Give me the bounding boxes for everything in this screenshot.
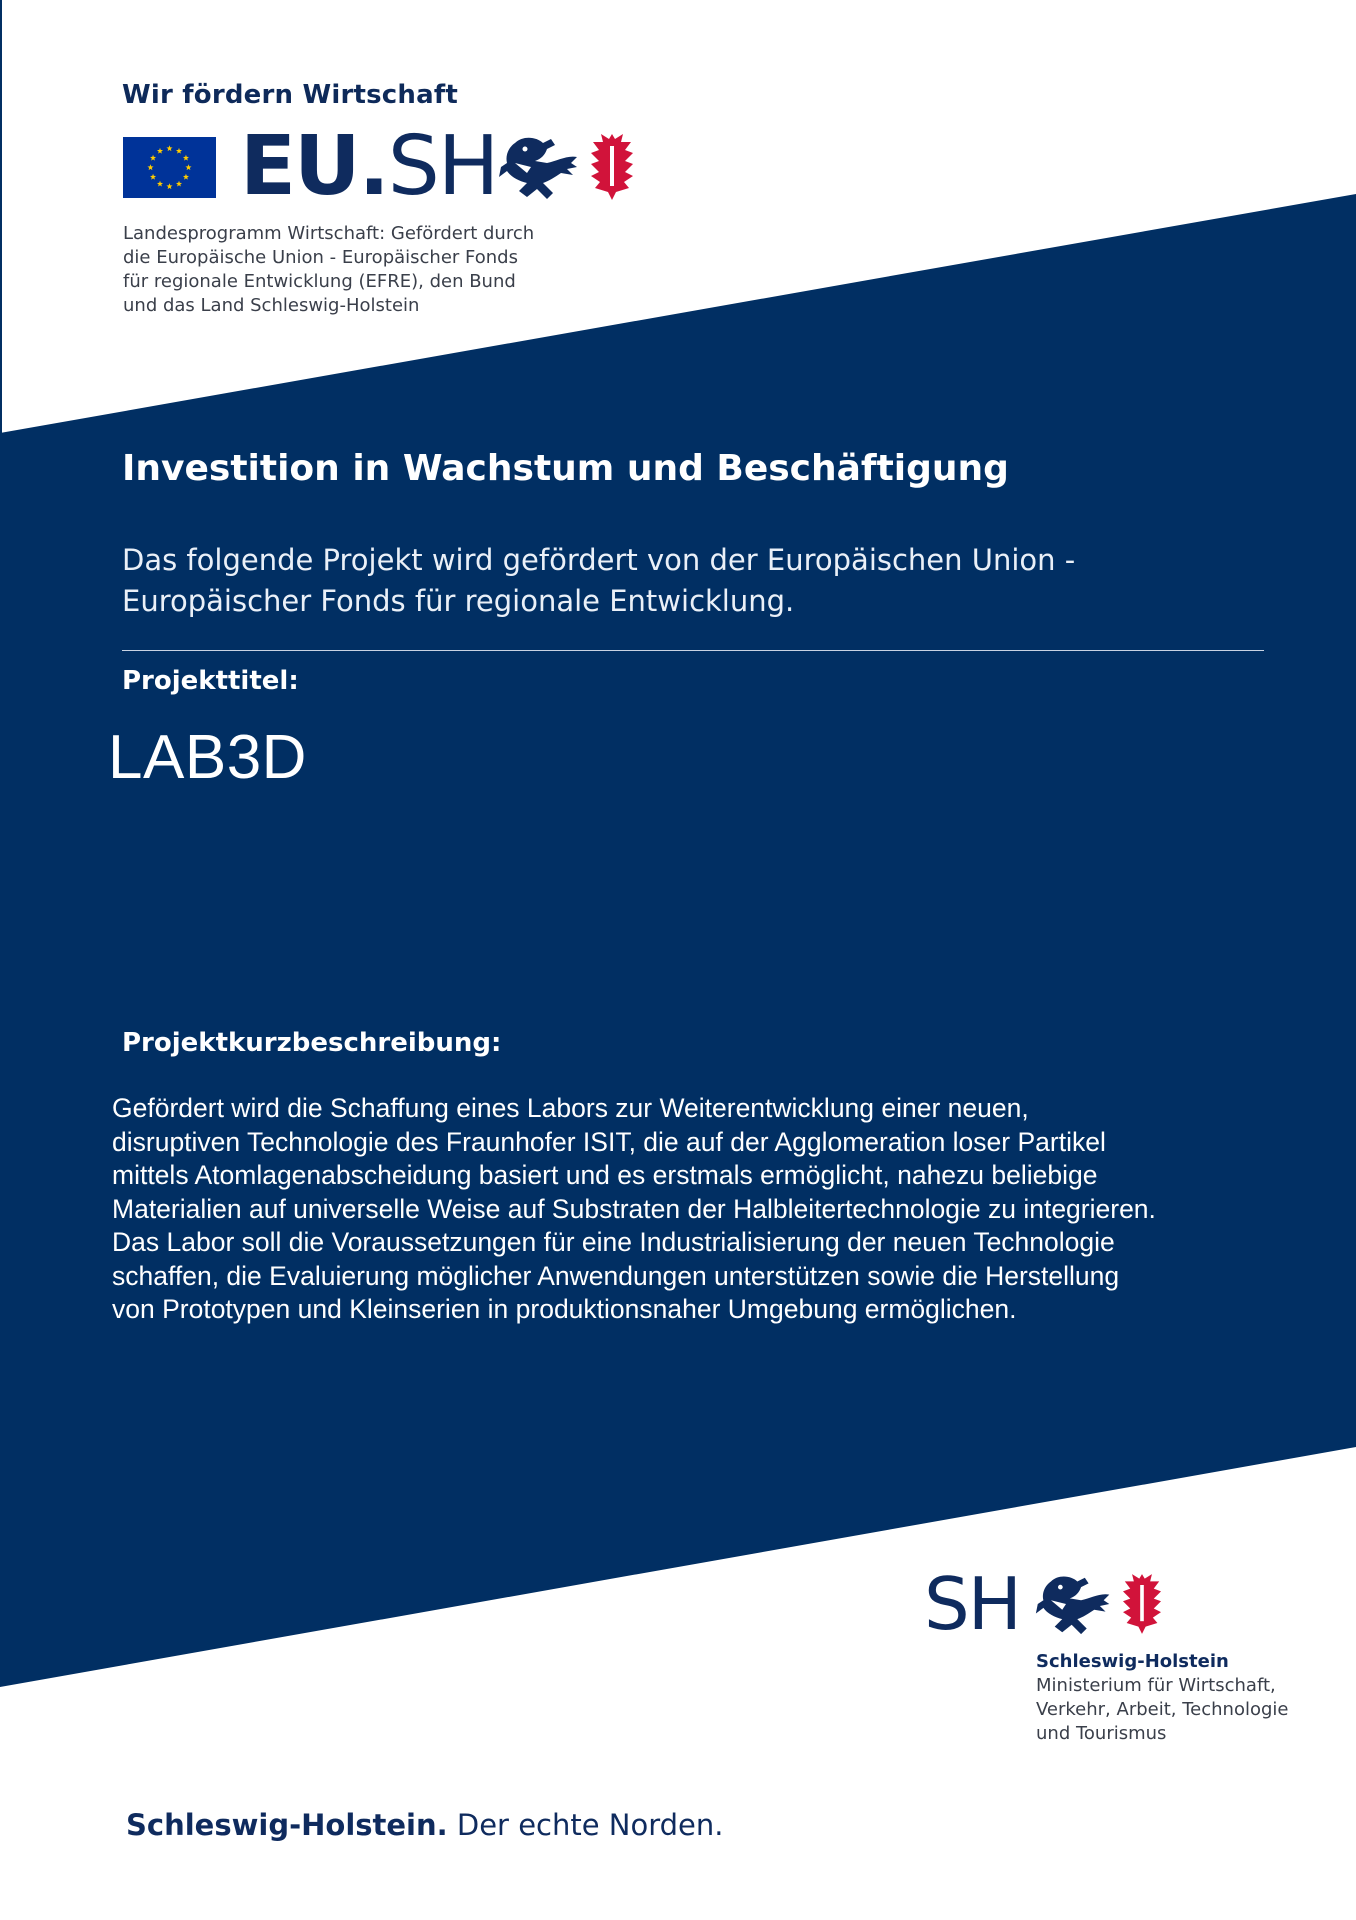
- ministry-line: Verkehr, Arbeit, Technologie: [1036, 1699, 1289, 1720]
- subtext-line: Das folgende Projekt wird gefördert von der Europäischen Union -: [122, 543, 1076, 577]
- left-edge-rule: [0, 0, 2, 433]
- project-description: [112, 1092, 1272, 1327]
- lion-icon: [497, 133, 582, 203]
- description-line: Das Labor soll die Voraussetzungen für eine Industrialisierung der neuen Technologie: [112, 1227, 1115, 1257]
- program-line: und das Land Schleswig-Holstein: [123, 295, 420, 316]
- program-line: für regionale Entwicklung (EFRE), den Bund: [123, 271, 516, 292]
- description-line: Materialien auf universelle Weise auf Substraten der Halbleitertechnologie zu integrieren.: [112, 1193, 1156, 1224]
- nettle-leaf-icon: [591, 134, 633, 200]
- ministry-state-name: Schleswig-Holstein: [1036, 1651, 1229, 1672]
- description-line: schaffen, die Evaluierung möglicher Anwendungen unterstützen sowie die Herstellung: [112, 1260, 1120, 1291]
- description-line: mittels Atomlagenabscheidung basiert und es erstmals ermöglicht, nahezu beliebige: [112, 1160, 1098, 1190]
- eush-logo-light: SH: [387, 119, 498, 214]
- nettle-leaf-icon: [1123, 1574, 1161, 1634]
- subtext-line: Europäischer Fonds für regionale Entwicklung.: [122, 584, 795, 618]
- footer-slogan-regular: Der echte Norden.: [447, 1808, 724, 1842]
- description-line: Gefördert wird die Schaffung eines Labors zur Weiterentwicklung einer neuen,: [112, 1093, 1029, 1123]
- description-line: disruptiven Technologie des Fraunhofer ISIT, die auf der Agglomeration loser Partikel: [112, 1126, 1106, 1157]
- footer-slogan: [126, 1808, 723, 1842]
- description-line: von Prototypen und Kleinserien in produktionsnaher Umgebung ermöglichen.: [112, 1294, 1017, 1324]
- project-title: LAB3D: [108, 723, 307, 792]
- ministry-line: Ministerium für Wirtschaft,: [1036, 1675, 1276, 1696]
- footer-slogan-bold: Schleswig-Holstein.: [126, 1808, 448, 1842]
- funding-subtext: [122, 540, 1262, 622]
- sh-logo: SH: [924, 1562, 1020, 1646]
- lion-icon: [1034, 1572, 1114, 1638]
- eush-logo-bold: EU.: [240, 119, 388, 214]
- project-title-label: Projekttitel:: [122, 666, 299, 696]
- slogan: Wir fördern Wirtschaft: [122, 80, 459, 110]
- program-text: [123, 222, 563, 318]
- program-line: Landesprogramm Wirtschaft: Gefördert durch: [123, 223, 535, 244]
- divider: [122, 650, 1264, 651]
- eu-flag-icon: [123, 137, 216, 198]
- eush-logo: [240, 119, 498, 214]
- headline: Investition in Wachstum und Beschäftigung: [122, 448, 1009, 489]
- program-line: die Europäische Union - Europäischer Fonds: [123, 247, 518, 268]
- ministry-block: [1036, 1650, 1288, 1746]
- ministry-line: und Tourismus: [1036, 1723, 1167, 1744]
- project-description-label: Projektkurzbeschreibung:: [122, 1028, 502, 1058]
